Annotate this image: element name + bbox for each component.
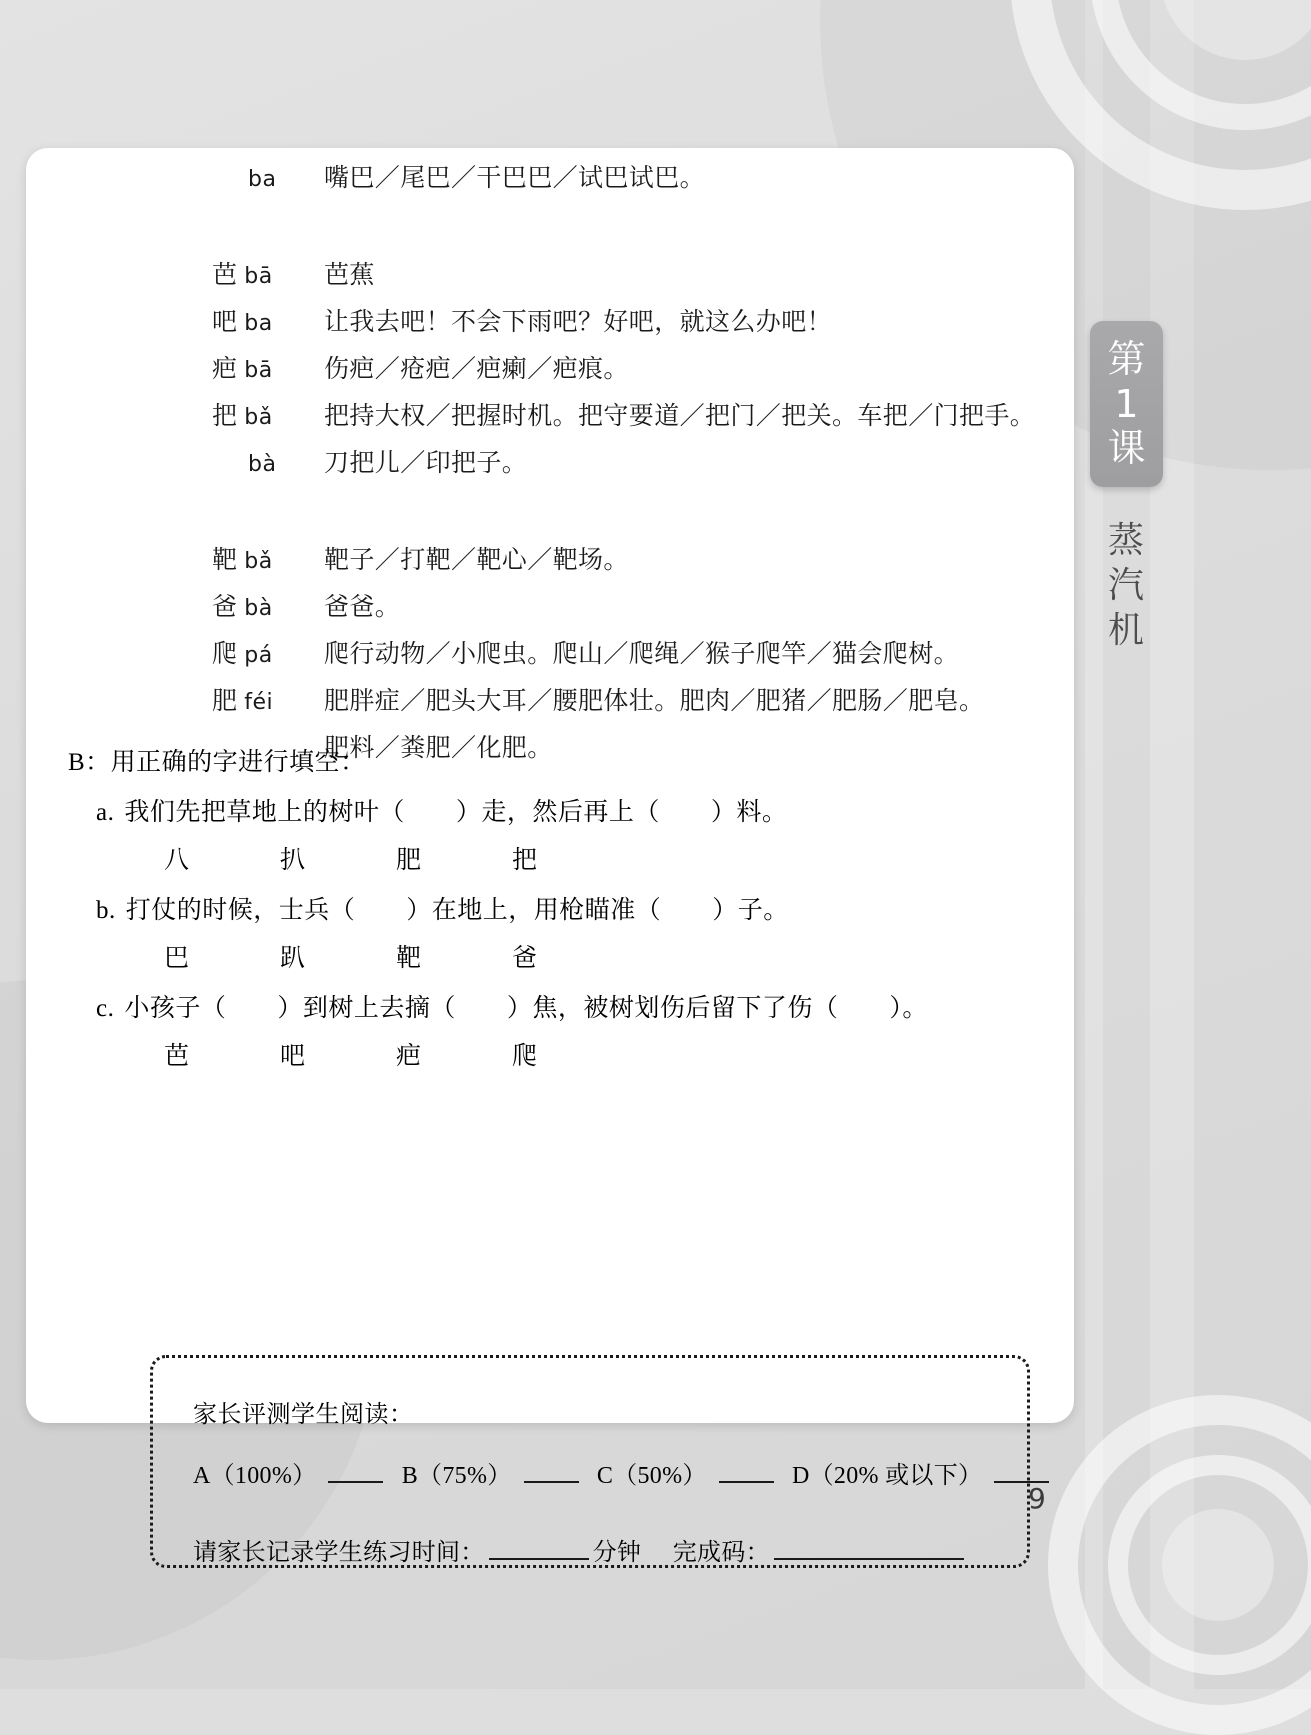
option-choice[interactable]: 巴 — [164, 945, 190, 972]
vocabulary-head — [212, 404, 324, 429]
question-sentence: 打仗的时候，士兵（ ）在地上，用枪瞄准（ ）子。 — [125, 897, 789, 924]
grade-option-a: A（100%） — [193, 1463, 317, 1489]
option-choice[interactable]: 吧 — [280, 1043, 306, 1070]
vocabulary-head — [212, 451, 324, 476]
vocabulary-examples: 肥胖症／肥头大耳／腰肥体壮。肥肉／肥猪／肥肠／肥皂。 — [324, 688, 985, 715]
exercise-title: B：用正确的字进行填空： — [68, 749, 366, 776]
vocabulary-row — [212, 595, 1072, 620]
vocabulary-row — [212, 310, 1072, 335]
lesson-tab-char-1: 第 — [1107, 336, 1146, 381]
completion-code-label: 完成码： — [672, 1540, 770, 1566]
exercise-question — [68, 792, 1058, 876]
vocabulary-row — [212, 642, 1072, 667]
option-choice[interactable]: 扒 — [280, 847, 306, 874]
option-choice[interactable]: 八 — [164, 847, 190, 874]
vocabulary-head — [212, 689, 324, 714]
vocabulary-examples: 嘴巴／尾巴／干巴巴／试巴试巴。 — [324, 165, 706, 192]
vocabulary-char: 吧 — [212, 309, 238, 336]
option-choice[interactable]: 爸 — [512, 945, 538, 972]
vocabulary-head — [212, 548, 324, 573]
vocabulary-examples: 芭蕉 — [324, 262, 375, 289]
question-sentence: 我们先把草地上的树叶（ ）走，然后再上（ ）料。 — [124, 799, 788, 826]
exercise-section — [68, 738, 1058, 1086]
vocabulary-pinyin: bā — [244, 264, 273, 289]
parent-grade-row — [193, 1455, 987, 1490]
vocabulary-head — [212, 642, 324, 667]
vocabulary-head — [212, 166, 324, 191]
option-choice[interactable]: 芭 — [164, 1043, 190, 1070]
lesson-tab-char-2: 1 — [1114, 381, 1139, 426]
grade-option-c: C（50%） — [596, 1463, 707, 1489]
lesson-tab-char-3: 课 — [1107, 426, 1146, 471]
vocabulary-row — [212, 404, 1072, 429]
page-number: 9 — [1028, 1482, 1046, 1515]
question-label: b. — [96, 897, 116, 924]
spacer — [212, 498, 1072, 548]
vocabulary-char: 靶 — [212, 547, 238, 574]
content-card — [26, 148, 1074, 1566]
lesson-tab[interactable] — [1090, 321, 1163, 487]
deco-disc-bottom — [1162, 1509, 1274, 1621]
vocabulary-char: 把 — [212, 403, 238, 430]
spacer — [212, 213, 1072, 263]
vocabulary-head — [212, 263, 324, 288]
option-choice[interactable]: 靶 — [396, 945, 422, 972]
question-text — [68, 988, 1058, 1024]
vocabulary-row — [212, 548, 1072, 573]
vocabulary-char: 芭 — [212, 262, 238, 289]
document-body — [212, 166, 1072, 783]
question-options — [68, 840, 1058, 876]
vocabulary-char: 爬 — [212, 641, 238, 668]
vocabulary-char: 肥 — [212, 688, 238, 715]
grade-option-d: D（20% 或以下） — [792, 1463, 983, 1489]
practice-time-label: 请家长记录学生练习时间： — [193, 1540, 485, 1566]
exercise-question — [68, 890, 1058, 974]
vocabulary-pinyin: bā — [244, 358, 273, 383]
option-choice[interactable]: 爬 — [512, 1043, 538, 1070]
vocabulary-pinyin: ba — [244, 311, 273, 336]
vocabulary-pinyin: ba — [248, 167, 277, 192]
vocabulary-head — [212, 595, 324, 620]
grade-blank-c[interactable] — [719, 1481, 774, 1483]
parent-box-title: 家长评测学生阅读： — [193, 1402, 414, 1428]
parent-evaluation-box — [150, 1355, 1030, 1568]
vocabulary-examples: 伤疤／疮疤／疤瘌／疤痕。 — [324, 356, 629, 383]
vocabulary-pinyin: bǎ — [244, 405, 273, 430]
grade-option-b: B（75%） — [401, 1463, 512, 1489]
vocabulary-head — [212, 357, 324, 382]
vocabulary-head — [212, 310, 324, 335]
question-label: c. — [96, 995, 115, 1022]
vocabulary-examples: 爸爸。 — [324, 594, 401, 621]
vocabulary-examples: 让我去吧！不会下雨吧？好吧，就这么办吧！ — [324, 309, 833, 336]
practice-time-unit: 分钟 — [592, 1540, 642, 1566]
vocabulary-examples: 把持大权／把握时机。把守要道／把门／把关。车把／门把手。 — [324, 403, 1036, 430]
vocabulary-row — [212, 263, 1072, 288]
lesson-theme-char-1: 蒸 — [1107, 520, 1144, 561]
question-sentence: 小孩子（ ）到树上去摘（ ）焦，被树划伤后留下了伤（ ）。 — [124, 995, 928, 1022]
option-choice[interactable]: 趴 — [280, 945, 306, 972]
question-text — [68, 890, 1058, 926]
question-options — [68, 1036, 1058, 1072]
vocabulary-row — [212, 451, 1072, 476]
vocabulary-row — [212, 689, 1072, 714]
vocabulary-pinyin: bǎ — [244, 549, 273, 574]
vocabulary-examples: 刀把儿／印把子。 — [324, 450, 528, 477]
grade-blank-a[interactable] — [328, 1481, 383, 1483]
question-text — [68, 792, 1058, 828]
lesson-theme-char-3: 机 — [1107, 610, 1144, 651]
vocabulary-examples: 靶子／打靶／靶心／靶场。 — [324, 547, 629, 574]
grade-blank-b[interactable] — [524, 1481, 579, 1483]
question-label: a. — [96, 799, 115, 826]
vocabulary-row — [212, 357, 1072, 382]
vocabulary-examples: 爬行动物／小爬虫。爬山／爬绳／猴子爬竿／猫会爬树。 — [324, 641, 960, 668]
option-choice[interactable]: 疤 — [396, 1043, 422, 1070]
option-choice[interactable]: 肥 — [396, 847, 422, 874]
question-options — [68, 938, 1058, 974]
parent-time-row — [193, 1532, 987, 1567]
practice-time-input[interactable] — [489, 1558, 589, 1560]
lesson-theme-char-2: 汽 — [1107, 565, 1144, 606]
vocabulary-pinyin: bà — [248, 452, 277, 477]
vocabulary-char: 疤 — [212, 356, 238, 383]
vocabulary-pinyin: pá — [244, 643, 273, 668]
vocabulary-examples: 肥料／粪肥／化肥。 — [324, 735, 553, 762]
vocabulary-char: 爸 — [212, 594, 238, 621]
vocabulary-row — [212, 166, 1072, 191]
vocabulary-pinyin: féi — [244, 690, 274, 715]
option-choice[interactable]: 把 — [512, 847, 538, 874]
exercise-question — [68, 988, 1058, 1072]
completion-code-input[interactable] — [774, 1558, 964, 1560]
vocabulary-pinyin: bà — [244, 596, 273, 621]
lesson-theme-label — [1096, 518, 1156, 653]
